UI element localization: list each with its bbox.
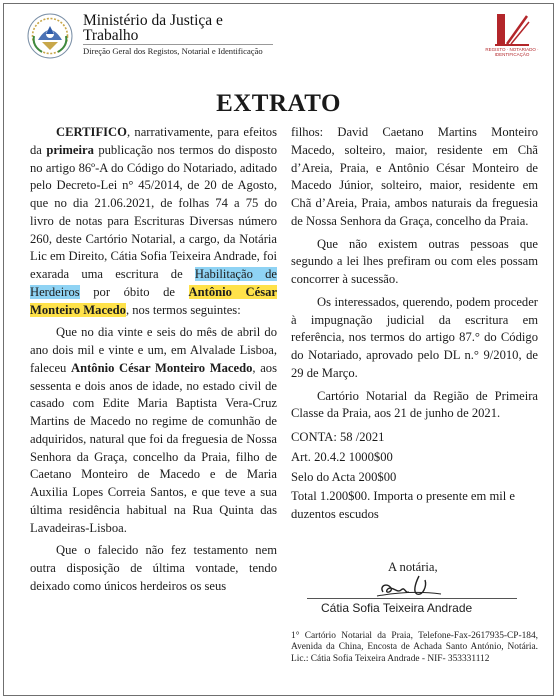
fee-total: Total 1.200$00. Importa o presente em mil e duzentos escudos	[291, 489, 515, 521]
ministry-line-1: Ministério da Justiça e	[83, 12, 223, 29]
primeira-word: primeira	[46, 142, 94, 157]
header	[4, 4, 553, 66]
left-column	[30, 124, 277, 596]
paragraph-death	[30, 324, 277, 537]
handwritten-signature-icon	[371, 570, 451, 600]
deceased-name: Antônio César Monteiro Macedo	[71, 360, 253, 375]
paragraph-heirs: filhos: David Caetano Martins Monteiro Macedo, solteiro, maior, residente em Chã d’Areia, Praia, e Antônio César Monteiro de Macedo Júnior, solteiro, maior, residente em Chã d’Areia, Praia, ambos naturais da freguesia de Nossa Senhora da Graça, concelho da Praia.	[291, 125, 538, 228]
ministry-name	[83, 13, 223, 43]
coat-of-arms-icon	[26, 12, 74, 60]
notary-name: Cátia Sofia Teixeira Andrade	[321, 601, 473, 615]
signature-rule	[307, 598, 517, 599]
right-column	[291, 124, 538, 524]
footnote-address: 1° Cartório Notarial da Praia, Telefone-Fax-2617935-CP-184, Avenida da China, Encosta de Achada Santo António, Notária. Lic.: Cátia Sofia Teixeira Andrade - NIF- 353331112	[291, 631, 538, 664]
paragraph-place-date: Cartório Notarial da Região de Primeira Classe da Praia, aos 21 de junho de 2021.	[291, 388, 538, 421]
text-run: , nos termos seguintes:	[125, 302, 241, 317]
signature-title: A notária,	[388, 560, 438, 574]
paragraph-heirs-start: Que o falecido não fez testamento nem outra disposição de última vontade, tendo deixado como únicos herdeiros os seus	[30, 543, 277, 593]
paragraph-impugnation: Os interessados, querendo, podem proceder à impugnação judicial da escritura em referência, nos termos do artigo 87.° do Código do Notariado, aprovado pelo DL n.° 9/2010, de 29 de Março.	[291, 294, 538, 380]
registry-logo-icon	[489, 10, 535, 48]
text-run: publicação nos termos do disposto no artigo 86º-A do Código do Notariado, aditado pelo Decreto-Lei n° 45/2014, de 20 de Agosto, que no dia 21.06.2021, de folhas 74 a 75 do livro de notas para Escrituras Diversas número 260, deste Cartório Notarial, a cargo, da Notária Lic em Direito, Cátia Sofia Teixeira Andrade, foi exarada uma escritura de	[30, 142, 277, 281]
header-rule	[83, 44, 273, 45]
text-run: por óbito de	[79, 284, 189, 299]
document-page	[3, 3, 554, 696]
directorate-name: Direção Geral dos Registos, Notarial e Identificação	[83, 46, 263, 56]
registry-logo-caption: REGISTO · NOTARIADO · IDENTIFICAÇÃO	[485, 47, 539, 57]
text-run: Que no dia vinte e seis do mês de abril do ano dois mil e vinte e um, em Alvalade Lisboa, faleceu	[30, 325, 277, 375]
highlight-habilitacao: Habilitação de Herdeiros	[30, 267, 277, 299]
page-title: EXTRATO	[216, 90, 341, 117]
paragraph-no-other-heirs: Que não existem outras pessoas que segundo a lei lhes prefiram ou com eles possam concorrer à sucessão.	[291, 236, 538, 286]
paragraph-certifico	[30, 124, 277, 319]
text-run: , aos sessenta e dois anos de idade, no estado civil de casado com Edite Maria Baptista Vera-Cruz Martins de Macedo no regime de comunhão de adquiridos, natural que foi da freguesia de Nossa Senhora da Graça, concelho da Praia, filho de Caetano Monteiro de Macedo e de Maria Auxilia Lopes Correia Santos, e que teve a sua última residência habitual na Rua Quinta das Lavadeiras-Lisboa.	[30, 360, 277, 535]
ministry-line-2: Trabalho	[83, 27, 139, 44]
fee-article: Art. 20.4.2 1000$00	[291, 449, 393, 464]
fee-selo: Selo do Acta 200$00	[291, 469, 397, 484]
certifico-word: CERTIFICO	[56, 125, 127, 139]
text-run: , narrativamente, para efeitos da	[30, 125, 277, 157]
fee-conta: CONTA: 58 /2021	[291, 430, 385, 444]
highlight-deceased-name: Antônio César Monteiro Macedo	[30, 284, 277, 317]
